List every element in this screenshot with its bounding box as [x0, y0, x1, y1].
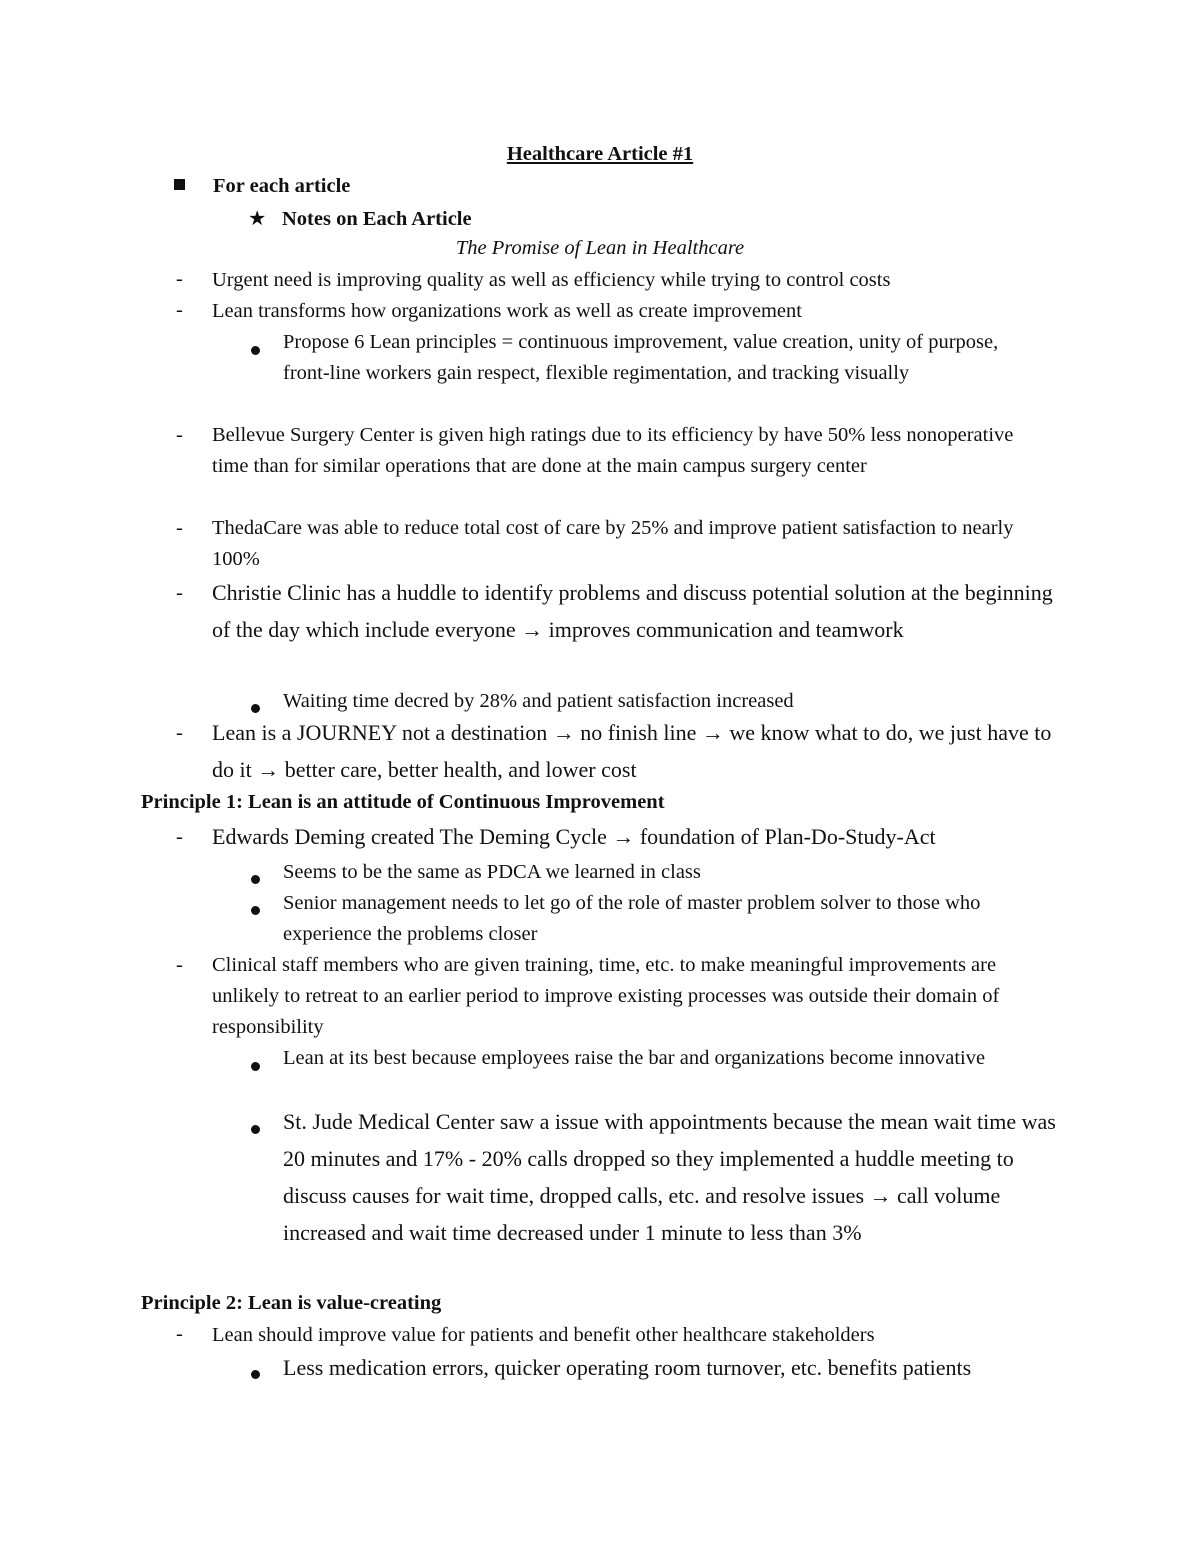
outline-level1: [174, 175, 350, 198]
note-item: Lean transforms how organizations work as well as create improvement: [212, 300, 802, 322]
star-bullet-icon: ★: [248, 208, 267, 230]
level2-text: Notes on Each Article: [282, 208, 472, 230]
dot-bullet-icon: [251, 898, 260, 921]
dash-marker: -: [176, 1323, 183, 1345]
principle-item: Lean should improve value for patients and benefit other healthcare stakeholders: [212, 1324, 875, 1346]
note-subitem: Waiting time decred by 28% and patient satisfaction increased: [283, 690, 794, 712]
dash-marker: -: [176, 424, 183, 446]
level1-text: For each article: [213, 175, 351, 197]
principle-subitem: Seems to be the same as PDCA we learned in class: [283, 861, 701, 883]
outline-level2: [248, 206, 472, 231]
dot-bullet-icon: [251, 1054, 260, 1077]
principle-item: Edwards Deming created The Deming Cycle → foundation of Plan-Do-Study-Act: [212, 824, 936, 849]
principle-subitem: Less medication errors, quicker operating room turnover, etc. benefits patients: [283, 1355, 972, 1380]
principle-item: Clinical staff members who are given training, time, etc. to make meaningful improvements are unlikely to retreat to an earlier period to improve existing processes was outside their domain of responsibility: [212, 954, 1000, 1038]
dash-marker: -: [176, 517, 183, 539]
principle-subitem: St. Jude Medical Center saw a issue with appointments because the mean wait time was 20 minutes and 17% - 20% calls dropped so they implemented a huddle meeting to discuss causes for wait time, dropped calls, etc. and resolve issues → call volume increased and wait time decreased under 1 minute to less than 3%: [283, 1109, 1056, 1245]
note-item: Bellevue Surgery Center is given high ratings due to its efficiency by have 50% less nonoperative time than for similar operations that are done at the main campus surgery center: [212, 424, 1014, 477]
article-subtitle: The Promise of Lean in Healthcare: [455, 237, 745, 259]
dash-marker: -: [176, 954, 183, 976]
dash-marker: -: [176, 268, 183, 290]
principle-subitem: Lean at its best because employees raise the bar and organizations become innovative: [283, 1047, 986, 1069]
section-heading: Principle 2: Lean is value-creating: [141, 1292, 442, 1314]
dot-bullet-icon: [251, 1117, 260, 1140]
dot-bullet-icon: [251, 1362, 260, 1385]
dash-marker: -: [176, 722, 183, 744]
square-bullet-icon: [174, 179, 185, 190]
dash-marker: -: [176, 826, 183, 848]
note-item: Christie Clinic has a huddle to identify problems and discuss potential solution at the beginning of the day which include everyone → improves communication and teamwork: [212, 580, 1053, 642]
dash-marker: -: [176, 582, 183, 604]
document-title: Healthcare Article #1: [506, 143, 694, 165]
principle-subitem: Senior management needs to let go of the role of master problem solver to those who experience the problems closer: [283, 892, 981, 945]
section-heading: Principle 1: Lean is an attitude of Continuous Improvement: [141, 791, 665, 813]
note-subitem: Propose 6 Lean principles = continuous improvement, value creation, unity of purpose, front-line workers gain respect, flexible regimentation, and tracking visually: [283, 331, 999, 384]
dot-bullet-icon: [251, 338, 260, 361]
note-item: ThedaCare was able to reduce total cost of care by 25% and improve patient satisfaction to nearly 100%: [212, 517, 1014, 570]
dash-marker: -: [176, 299, 183, 321]
note-item: Lean is a JOURNEY not a destination → no finish line → we know what to do, we just have to do it → better care, better health, and lower cost: [212, 720, 1052, 782]
dot-bullet-icon: [251, 867, 260, 890]
note-item: Urgent need is improving quality as well as efficiency while trying to control costs: [212, 269, 891, 291]
